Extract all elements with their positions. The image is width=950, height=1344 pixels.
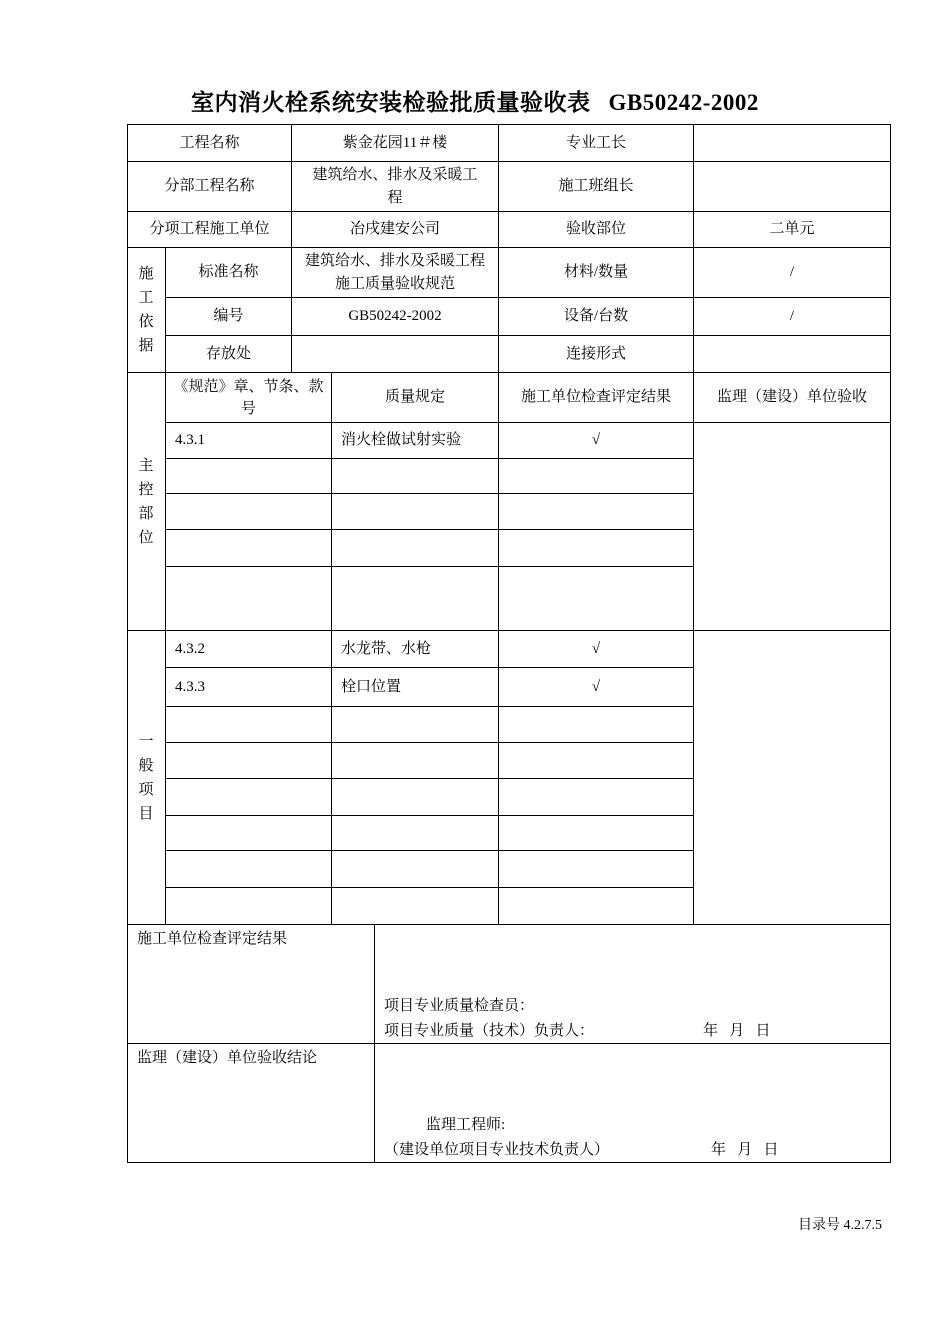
grid-line [693,372,694,924]
table-row-clause: 4.3.1 [175,432,205,448]
inspection-part-value: 二单元 [769,221,815,237]
contractor-value: 冶戌建安公司 [349,221,440,237]
table-row-quality: 消火栓做试射实验 [341,432,462,448]
page-title [0,84,950,117]
team-leader-label: 施工班组长 [558,178,634,194]
storage-value [292,336,498,372]
table-row-result: √ [591,678,601,695]
grid-line [165,529,694,530]
number-label: 编号 [213,308,244,324]
catalog-number: 目录号 4.2.7.5 [798,1218,882,1233]
equipment-label: 设备/台数 [563,308,629,324]
standard-code: GB50242-2002 [608,90,759,115]
supervisor-date: 年 月 日 [711,1142,779,1158]
grid-line [165,887,694,888]
table-row-quality: 栓口位置 [341,678,402,695]
supervising-engineer-signature: 监理工程师: [426,1117,506,1133]
main-control-side-label: 主 控 部 位 [138,458,154,546]
grid-line [165,566,694,567]
grid-line [165,742,694,743]
table-row-clause: 4.3.3 [175,678,205,695]
grid-line [165,778,694,779]
connection-value [694,336,890,372]
grid-line [165,493,694,494]
material-value: / [789,264,795,280]
grid-line [165,815,694,816]
quality-manager-signature: 项目专业质量（技术）负责人： [384,1023,595,1039]
contractor-conclusion-label: 施工单位检查评定结果 [137,931,288,947]
grid-line [165,458,694,459]
header-quality: 质量规定 [384,389,445,405]
grid-line [165,706,694,707]
table-border-right [890,124,891,1163]
contractor-date: 年 月 日 [703,1023,771,1039]
table-row-clause: 4.3.2 [175,640,205,657]
quality-inspector-signature: 项目专业质量检查员： [384,998,535,1014]
table-row-result: √ [591,432,601,448]
table-row-result: √ [591,640,601,657]
equipment-value: / [789,308,795,324]
supervisor-conclusion-label: 监理（建设）单位验收结论 [137,1050,318,1066]
sub-project-label: 分部工程名称 [164,178,255,194]
table-border-bottom [127,1162,891,1163]
grid-line [127,1043,891,1044]
project-name-label: 工程名称 [179,134,240,151]
table-row-quality: 水龙带、水枪 [341,640,432,657]
project-name-value: 紫金花园11＃楼 [342,134,448,151]
header-supervisor-accept: 监理（建设）单位验收 [716,389,867,405]
inspection-part-label: 验收部位 [565,221,626,237]
general-side-label: 一 般 项 目 [138,734,154,822]
basis-side-label: 施 工 依 据 [138,266,154,354]
connection-label: 连接形式 [565,345,626,362]
table-border-left [127,124,128,1163]
grid-line [165,850,694,851]
standard-name-label: 标准名称 [198,264,259,280]
contractor-label: 分项工程施工单位 [149,221,270,237]
foreman-value [694,125,890,161]
form-title: 室内消火栓系统安装检验批质量验收表 [191,90,591,115]
standard-name-value: 建筑给水、排水及采暖工程施工质量验收规范 [304,252,485,292]
header-clause: 《规范》章、节条、款号 [173,378,324,417]
foreman-label: 专业工长 [565,134,626,151]
sub-project-value: 建筑给水、排水及采暖工程 [312,166,478,206]
storage-label: 存放处 [205,345,251,362]
number-value: GB50242-2002 [348,308,442,324]
team-leader-value [694,162,890,211]
owner-representative-signature: （建设单位项目专业技术负责人） [384,1142,610,1158]
material-label: 材料/数量 [563,264,629,280]
grid-line [127,924,891,925]
header-contractor-result: 施工单位检查评定结果 [520,389,671,405]
